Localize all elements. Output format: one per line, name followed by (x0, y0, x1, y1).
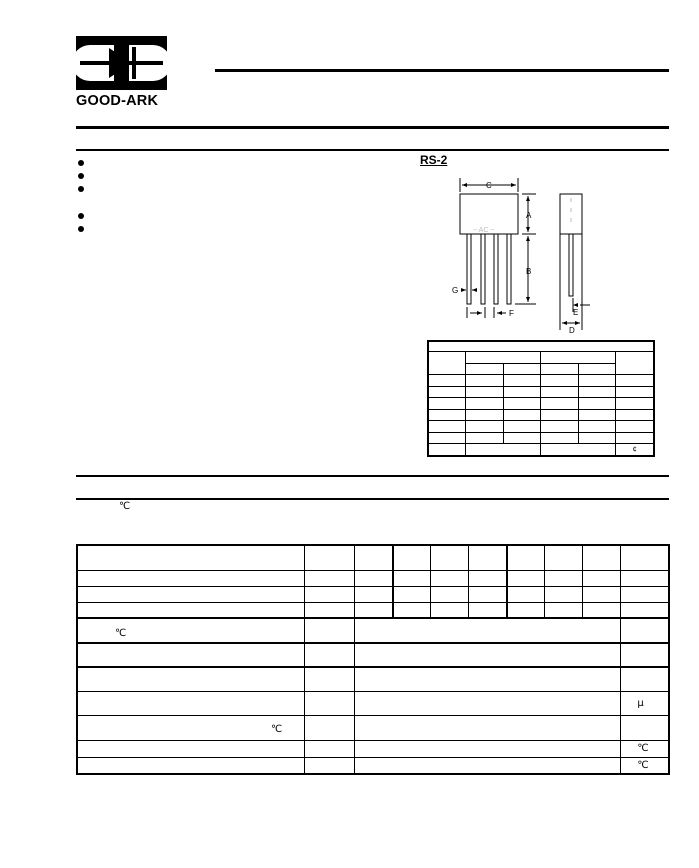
feature-bullet (78, 160, 84, 166)
ratings-table (76, 544, 670, 775)
feature-bullet (78, 226, 84, 232)
temp-unit-symbol: ℃ (271, 723, 283, 735)
section-rule-top (76, 149, 669, 151)
micro-unit-symbol: μ (637, 697, 644, 709)
dim-label-f: F (509, 309, 514, 318)
company-logo (76, 36, 167, 90)
header-divider (76, 126, 669, 129)
brand-name: GOOD-ARK (76, 93, 159, 109)
ambient-temp-unit: ℃ (119, 501, 131, 512)
feature-bullet (78, 186, 84, 192)
feature-bullet (78, 173, 84, 179)
body-marking: ~ AC ~ (473, 227, 495, 234)
package-label: RS-2 (420, 153, 448, 167)
feature-bullet (78, 213, 84, 219)
dim-label-a: A (526, 211, 532, 220)
temp-unit-symbol: ℃ (115, 628, 127, 639)
dim-label-b: B (526, 267, 532, 276)
dim-unit-symbol: ¢ (632, 444, 637, 453)
ratings-rule-top (76, 475, 669, 477)
diode-logo-icon (76, 36, 167, 90)
dimensions-table (427, 340, 655, 457)
dim-label-d: D (569, 326, 575, 335)
dim-label-e: E (573, 308, 579, 317)
package-outline-drawing (440, 172, 600, 337)
dim-label-c: C (486, 181, 492, 190)
temp-unit-symbol: ℃ (637, 759, 649, 771)
dim-label-g: G (452, 286, 459, 295)
temp-unit-symbol: ℃ (637, 742, 649, 754)
header-title-rule (215, 69, 669, 72)
ratings-rule-bottom (76, 498, 669, 500)
